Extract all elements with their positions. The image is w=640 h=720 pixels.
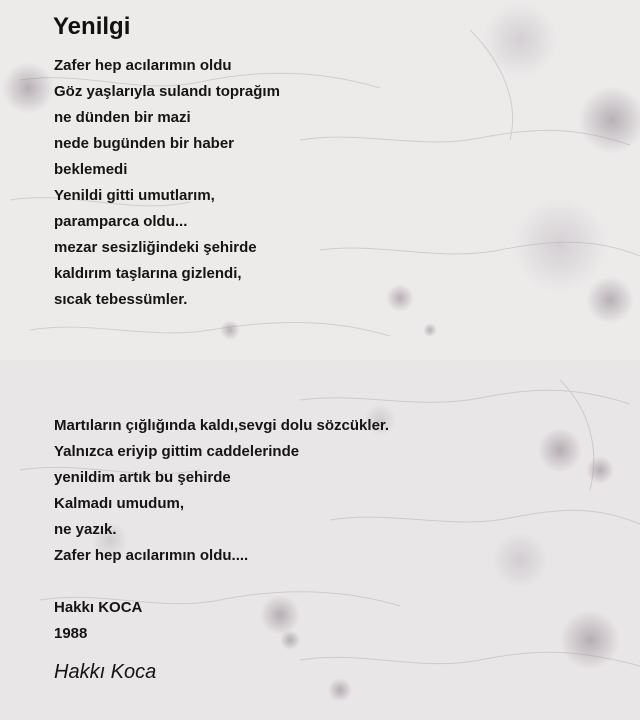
poem-line: Yalnızca eriyip gittim caddelerinde: [54, 443, 300, 460]
poem-line: sıcak tebessümler.: [54, 291, 188, 308]
poem-line: yenildim artık bu şehirde: [54, 469, 231, 486]
poem-line: mezar sesizliğindeki şehirde: [54, 239, 257, 256]
poem-title: Yenilgi: [53, 13, 131, 40]
poem-line: kaldırım taşlarına gizlendi,: [54, 265, 242, 282]
poem-stanza-2: [54, 413, 389, 569]
poem-line: Martıların çığlığında kaldı,sevgi dolu sözcükler.: [54, 417, 390, 434]
poem-line: nede bugünden bir haber: [54, 135, 235, 152]
poem-line: Zafer hep acılarımın oldu....: [54, 547, 249, 564]
poem-stanza-1: [54, 53, 280, 313]
poem-line: Yenildi gitti umutlarım,: [54, 187, 215, 204]
poem-line: ne yazık.: [54, 521, 117, 538]
author-signature: Hakkı Koca: [54, 661, 157, 683]
poem-author-name: Hakkı KOCA: [54, 599, 143, 616]
poem-line: paramparca oldu...: [54, 213, 188, 230]
poem-year: 1988: [54, 625, 88, 642]
poem-line: Kalmadı umudum,: [54, 495, 185, 512]
poem-line: beklemedi: [54, 161, 128, 178]
poem-line: ne dünden bir mazi: [54, 109, 191, 126]
poem-line: Göz yaşlarıyla sulandı toprağım: [54, 83, 280, 100]
poem-line: Zafer hep acılarımın oldu: [54, 57, 232, 74]
poem-author-block: [54, 595, 142, 647]
